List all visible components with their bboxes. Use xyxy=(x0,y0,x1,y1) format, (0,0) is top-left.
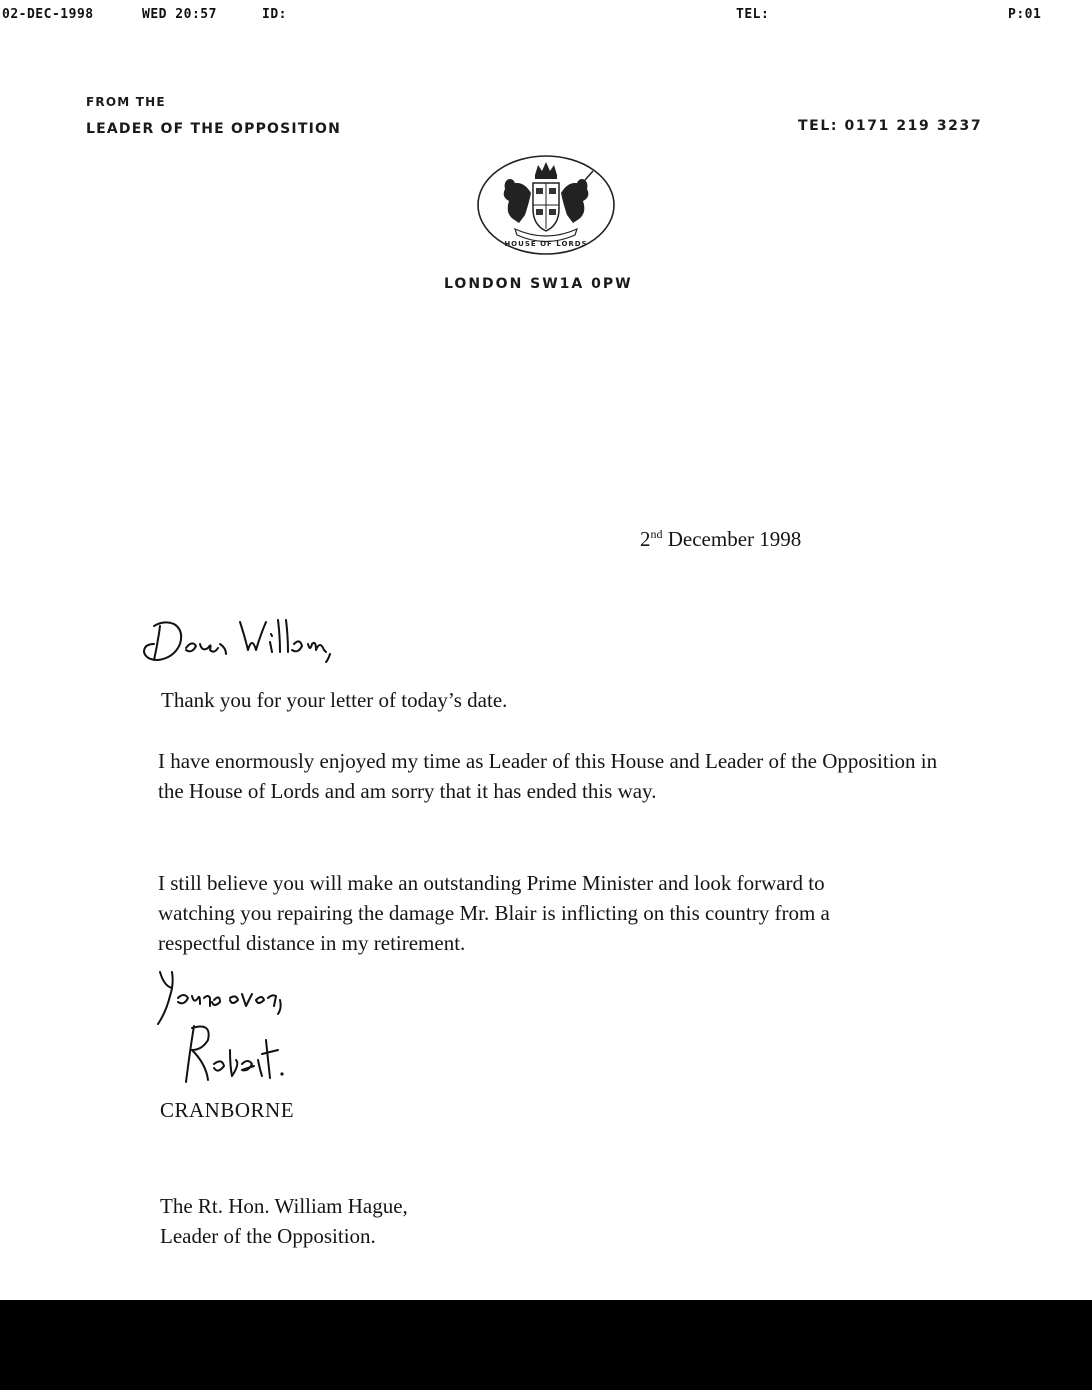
letter-date-suffix: nd xyxy=(650,527,663,541)
recipient-name: The Rt. Hon. William Hague, xyxy=(160,1194,408,1218)
letter-date xyxy=(640,524,801,554)
letter-date-day: 2 xyxy=(640,527,651,551)
crest-text: HOUSE OF LORDS xyxy=(504,240,588,248)
fax-tel-label: TEL: xyxy=(736,7,770,22)
signatory-name: CRANBORNE xyxy=(160,1098,295,1122)
paragraph-2: I have enormously enjoyed my time as Leader of this House and Leader of the Opposition in the House of Lords and am sorry that it has ended this way. xyxy=(158,749,938,803)
fax-page-number: P:01 xyxy=(1008,7,1042,22)
paragraph-3: I still believe you will make an outstanding Prime Minister and look forward to watching you repairing the damage Mr. Blair is inflicting on this country from a respectful distance in my retirement. xyxy=(158,871,830,955)
signature-handwritten xyxy=(178,1020,298,1090)
salutation-handwritten xyxy=(140,614,340,674)
letterhead-office: LEADER OF THE OPPOSITION xyxy=(86,121,341,137)
letterhead-from-the: FROM THE xyxy=(86,95,166,109)
closing-handwritten xyxy=(150,968,300,1028)
letterhead-telephone: TEL: 0171 219 3237 xyxy=(798,118,983,134)
fax-id-label: ID: xyxy=(262,7,287,22)
house-of-lords-crest xyxy=(475,153,617,257)
recipient-title: Leader of the Opposition. xyxy=(160,1224,376,1248)
paragraph-1: Thank you for your letter of today’s date. xyxy=(161,688,508,712)
letter-date-rest: December 1998 xyxy=(667,527,802,551)
fax-day-time: WED 20:57 xyxy=(142,7,217,22)
letterhead-address: LONDON SW1A 0PW xyxy=(444,276,633,292)
bottom-border-bar xyxy=(0,1300,1092,1390)
fax-date: 02-DEC-1998 xyxy=(2,7,94,22)
